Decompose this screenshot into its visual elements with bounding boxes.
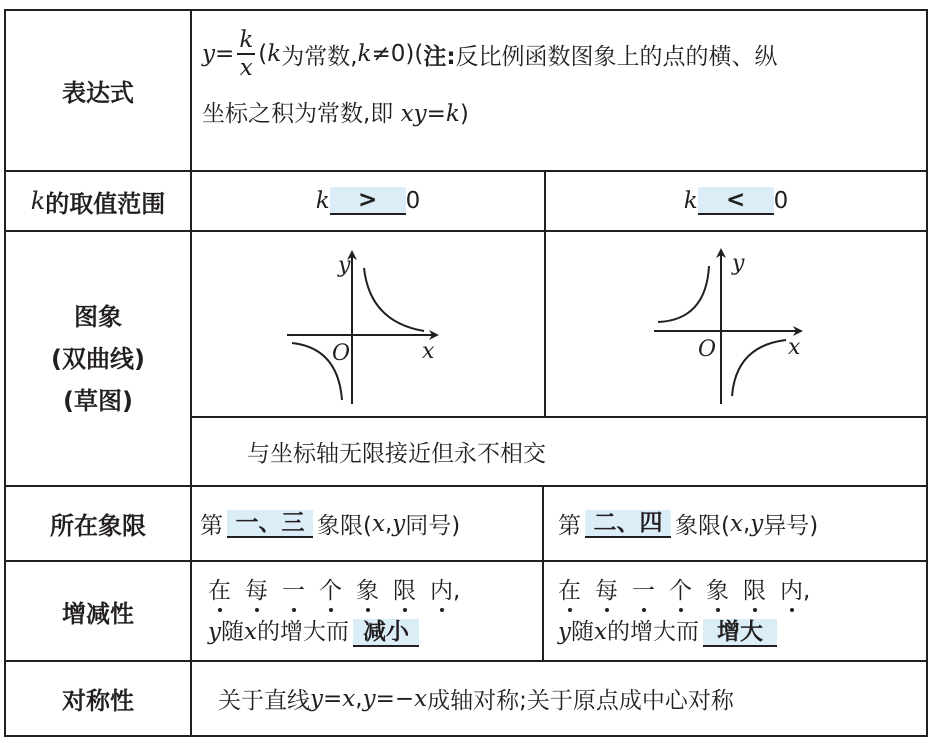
quadrant-k-negative [544, 487, 926, 560]
char: 限 [393, 572, 416, 605]
sign-same: 同号) [405, 513, 461, 539]
expression-content [192, 11, 926, 170]
char: 每 [245, 572, 268, 605]
monotonic-k-positive [192, 562, 542, 660]
comma: , [355, 685, 363, 712]
var-y: y [558, 619, 571, 645]
row-header-monotonic [6, 562, 190, 660]
row-header-symmetry [6, 662, 190, 735]
header-text: 的取值范围 [45, 189, 166, 218]
var-x: x [244, 619, 257, 645]
var-k-3: k [445, 101, 460, 127]
char: 象 [706, 572, 729, 605]
emphasis-line [208, 572, 542, 605]
char: 内 [430, 572, 453, 605]
var-xy: xy [400, 101, 427, 127]
symmetry-content [192, 662, 926, 735]
prefix: 第 [558, 513, 581, 539]
prefix: 第 [200, 513, 223, 539]
equals-sign-2: = [426, 101, 446, 127]
var-k: k [315, 188, 330, 214]
header-line-2: (双曲线) [51, 344, 145, 373]
axis-label-y: y [338, 253, 351, 278]
statement-text: 的增大而 [606, 619, 699, 645]
var-x: x [594, 619, 607, 645]
statement-text: 的增大而 [256, 619, 349, 645]
answer-less-than: < [698, 187, 774, 215]
axis-label-x: x [422, 339, 435, 364]
origin-label: O [698, 337, 717, 362]
inverse-proportion-table [4, 9, 928, 737]
char: 在 [208, 572, 231, 605]
condition-neq: ≠0)( [371, 41, 424, 67]
header-text: 表达式 [62, 79, 134, 107]
var-x: x [342, 685, 356, 712]
hyperbola-quadrants-2-4-svg [546, 232, 926, 416]
equals-sign: = [323, 685, 343, 712]
header-line-1: 图象 [74, 302, 122, 331]
char: 每 [595, 572, 618, 605]
var-x-2: x [414, 685, 428, 712]
var-k-2: k [357, 41, 372, 67]
note-text-2: 坐标之积为常数,即 [202, 101, 401, 127]
char: 在 [558, 572, 581, 605]
row-header-graph [6, 232, 190, 485]
monotonic-k-negative [544, 562, 926, 660]
hyperbola-branch-q2 [658, 266, 709, 322]
graph-k-negative [546, 232, 926, 416]
char: 个 [669, 572, 692, 605]
emphasis-line [558, 572, 926, 605]
k-range-negative [546, 172, 926, 230]
header-text: 所在象限 [50, 512, 146, 540]
equals-sign: = [215, 41, 235, 67]
expression-line-1 [202, 19, 926, 89]
answer-increasing: 增大 [703, 619, 777, 647]
graph-note [192, 418, 926, 485]
char: 象 [356, 572, 379, 605]
graph-k-positive [192, 232, 544, 416]
note-label: 注: [423, 43, 456, 70]
quadrant-k-positive [192, 487, 542, 560]
hyperbola-quadrants-1-3-svg [192, 232, 544, 416]
row-header-expression [6, 11, 190, 170]
monotonic-statement [208, 613, 542, 647]
row-header-quadrant [6, 487, 190, 560]
k-range-positive [192, 172, 544, 230]
axis-label-y: y [732, 251, 745, 276]
answer-quadrants-1-3: 一、三 [227, 510, 313, 538]
value-zero: 0 [405, 188, 421, 214]
sign-different: 异号) [763, 513, 819, 539]
rule-bottom [4, 735, 928, 737]
condition-text: 为常数, [281, 43, 358, 70]
fraction-numerator: k [239, 27, 254, 54]
char: 一 [282, 572, 305, 605]
char: 内 [780, 572, 803, 605]
answer-greater-than: > [330, 187, 406, 215]
rule-right [926, 9, 928, 737]
comma: , [453, 578, 461, 604]
var-k: k [683, 188, 698, 214]
equals-sign-2: = [375, 685, 395, 712]
axis-label-x: x [788, 335, 801, 360]
hyperbola-branch-q1 [364, 268, 424, 331]
header-var-k: k [30, 187, 46, 215]
header-line-3: (草图) [63, 386, 133, 415]
symmetry-text-2: 成轴对称;关于原点成中心对称 [427, 688, 734, 714]
answer-decreasing: 减小 [353, 619, 419, 647]
answer-quadrants-2-4: 二、四 [585, 510, 671, 538]
paren-close: ) [459, 101, 469, 127]
var-y: y [208, 619, 221, 645]
word-with: 随 [221, 619, 244, 645]
var-y: y [750, 510, 764, 537]
symmetry-text-1: 关于直线 [218, 688, 310, 714]
comma: , [742, 510, 751, 537]
var-y-2: y [362, 685, 376, 712]
asymptote-note: 与坐标轴无限接近但永不相交 [247, 441, 546, 467]
char: 个 [319, 572, 342, 605]
monotonic-statement [558, 613, 926, 647]
var-x: x [371, 510, 385, 537]
char: 一 [632, 572, 655, 605]
char: 限 [743, 572, 766, 605]
header-text: 对称性 [62, 687, 134, 715]
minus-sign: − [394, 685, 415, 712]
word-with: 随 [571, 619, 594, 645]
var-x: x [729, 510, 743, 537]
value-zero: 0 [773, 188, 789, 214]
header-text: 增减性 [62, 599, 134, 628]
var-y: y [202, 41, 215, 67]
var-y: y [310, 685, 323, 712]
var-k: k [267, 41, 282, 67]
fraction-denominator: x [239, 54, 253, 81]
comma: , [384, 510, 393, 537]
note-text-1: 反比例函数图象上的点的横、纵 [455, 43, 778, 70]
row-header-k-range [6, 172, 190, 230]
comma: , [803, 578, 811, 604]
fraction-k-over-x [237, 27, 255, 81]
paren-open: ( [258, 41, 268, 67]
suffix: 象限( [317, 513, 372, 539]
origin-label: O [332, 341, 351, 366]
expression-line-2 [202, 95, 926, 128]
hyperbola-branch-q4 [732, 340, 786, 396]
suffix: 象限( [675, 513, 730, 539]
var-y: y [392, 510, 406, 537]
